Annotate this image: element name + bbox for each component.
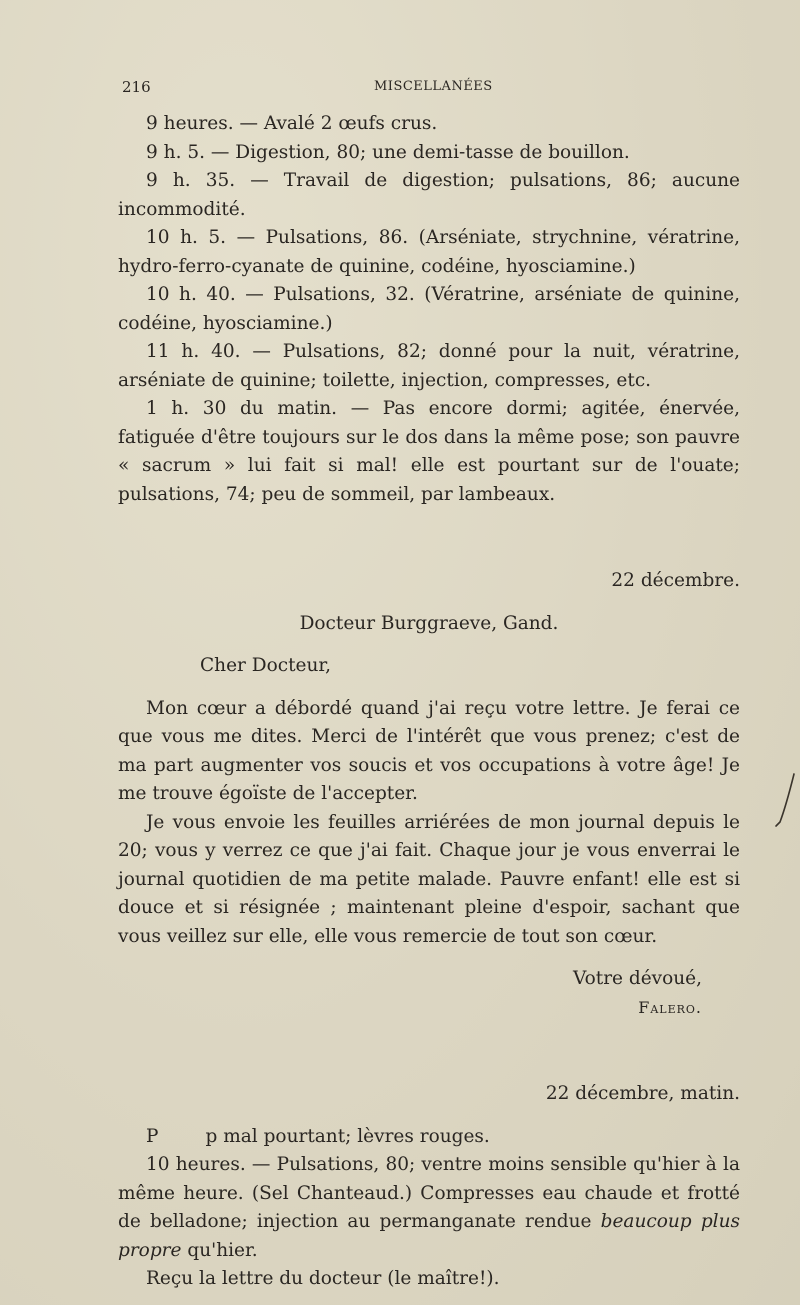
emphasized-text: beaucoup plus propre	[118, 1211, 740, 1261]
page-body	[118, 110, 740, 1294]
entry-text: 10 heures. — Pulsations, 80; ventre moins sensible qu'hier à la même heure. (Sel Chanteaud.) Compresses eau chaude et frotté de belladone; injection au permanganate rendue	[118, 1154, 740, 1232]
letter-addressee: Docteur Burggraeve, Gand.	[299, 612, 559, 634]
letter-paragraph: Je vous envoie les feuilles arriérées de mon journal depuis le 20; vous y verrez ce que j'ai fait. Chaque jour je vous enverrai le journal quotidien de ma petite malade. Pauvre enfant! elle est si douce et si résignée ; maintenant pleine d'espoir, sachant que vous veillez sur elle, elle vous remercie de tout son cœur.	[118, 811, 740, 947]
journal-entry: 9 heures. — Avalé 2 œufs crus.	[146, 113, 438, 134]
journal-entry: 9 h. 5. — Digestion, 80; une demi-tasse de bouillon.	[146, 141, 630, 163]
pencil-mark	[774, 770, 796, 830]
journal-entry: 10 h. 5. — Pulsations, 86. (Arséniate, strychnine, vératrine, hydro-ferro-cyanate de quinine, codéine, hyosciamine.)	[118, 227, 740, 277]
page-number: 216	[122, 78, 151, 96]
entry-date: 22 décembre, matin.	[545, 1083, 740, 1104]
journal-entry	[118, 1151, 740, 1265]
letter-closing: Votre dévoué,	[572, 968, 702, 989]
letter-salutation: Cher Docteur,	[200, 655, 332, 676]
journal-entry: P p mal pourtant; lèvres rouges.	[146, 1125, 490, 1147]
journal-entry: 10 h. 40. — Pulsations, 32. (Vératrine, arséniate de quinine, codéine, hyosciamine.)	[118, 284, 740, 334]
journal-entry: Reçu la lettre du docteur (le maître!).	[146, 1268, 500, 1289]
running-title: MISCELLANÉES	[374, 79, 493, 94]
letter-date: 22 décembre.	[611, 570, 740, 591]
letter-paragraph: Mon cœur a débordé quand j'ai reçu votre lettre. Je ferai ce que vous me dites. Merci de l'intérêt que vous prenez; c'est de ma part augmenter vos soucis et vos occupations à votre âge! Je me trouve égoïste de l'accepter.	[118, 697, 740, 804]
page-header	[122, 78, 742, 100]
journal-entry: 11 h. 40. — Pulsations, 82; donné pour la nuit, vératrine, arséniate de quinine; toilette, injection, compresses, etc.	[118, 341, 740, 391]
journal-entry: 9 h. 35. — Travail de digestion; pulsations, 86; aucune incommodité.	[118, 170, 740, 220]
entry-text: qu'hier.	[181, 1239, 258, 1261]
journal-entry: 1 h. 30 du matin. — Pas encore dormi; agitée, énervée, fatiguée d'être toujours sur le dos dans la même pose; son pauvre « sacrum » lui fait si mal! elle est pourtant sur de l'ouate; pulsations, 74; peu de sommeil, par lambeaux.	[118, 398, 740, 505]
letter-signature: Falero.	[638, 997, 702, 1017]
